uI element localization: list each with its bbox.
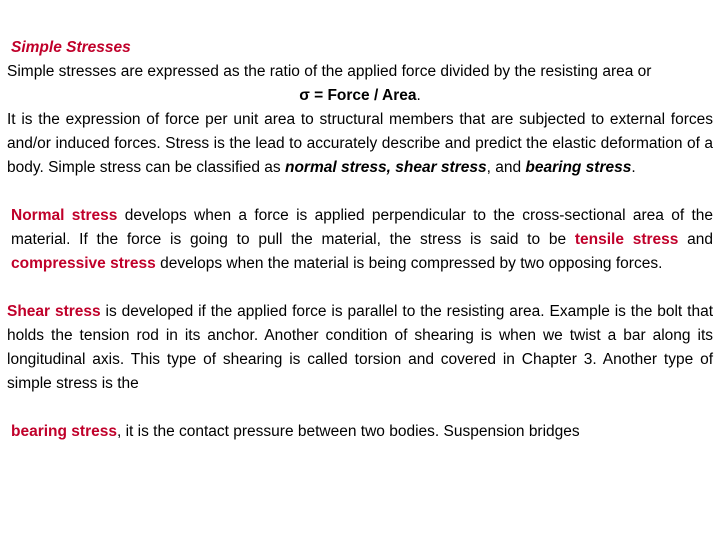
stress-formula [7, 84, 713, 108]
definition-text: It is the expression of force per unit area to structural members that are subjected to external forces and/or induced forces. Stress is the lead to accurately describe and predict the elastic deformation of a body. Simple stress can be classified as [7, 111, 713, 176]
spacer [7, 276, 713, 300]
term-compressive-stress: compressive stress [11, 255, 156, 272]
term-shear-stress: Shear stress [7, 303, 101, 320]
section-heading: Simple Stresses [11, 39, 131, 56]
definition-sep: , and [486, 159, 526, 176]
normal-stress-paragraph [7, 204, 713, 276]
spacer [7, 180, 713, 204]
shear-text: is developed if the applied force is parallel to the resisting area. Example is the bolt that holds the tension rod in its anchor. Another condition of shearing is when we twist a bar along its longitudinal axis. This type of shearing is called torsion and covered in Chapter 3. Another type of simple stress is the [7, 303, 713, 392]
term-bearing-stress: bearing stress [11, 423, 117, 440]
term-normal-stress: Normal stress [11, 207, 118, 224]
intro-paragraph: Simple stresses are expressed as the ratio of the applied force divided by the resisting area or [7, 63, 652, 80]
definition-paragraph [7, 108, 713, 180]
term-bearing-intro: bearing stress [525, 159, 632, 176]
formula-text: σ = Force / Area [299, 87, 417, 104]
bearing-text: , it is the contact pressure between two bodies. Suspension bridges [116, 423, 580, 440]
shear-stress-paragraph [7, 300, 713, 396]
formula-period: . [416, 87, 421, 104]
normal-text-1: develops when a force is applied perpendicular to the cross-sectional area of the material. If the force is going to pull the material, the stress is said to be [11, 207, 713, 248]
normal-text-3: develops when the material is being compressed by two opposing forces. [155, 255, 663, 272]
normal-text-2: and [678, 231, 713, 248]
term-tensile-stress: tensile stress [574, 231, 679, 248]
term-normal-shear: normal stress, shear stress [284, 159, 487, 176]
definition-end: . [631, 159, 636, 176]
spacer [7, 396, 713, 420]
document-body [7, 36, 713, 444]
bearing-stress-paragraph [7, 420, 713, 444]
